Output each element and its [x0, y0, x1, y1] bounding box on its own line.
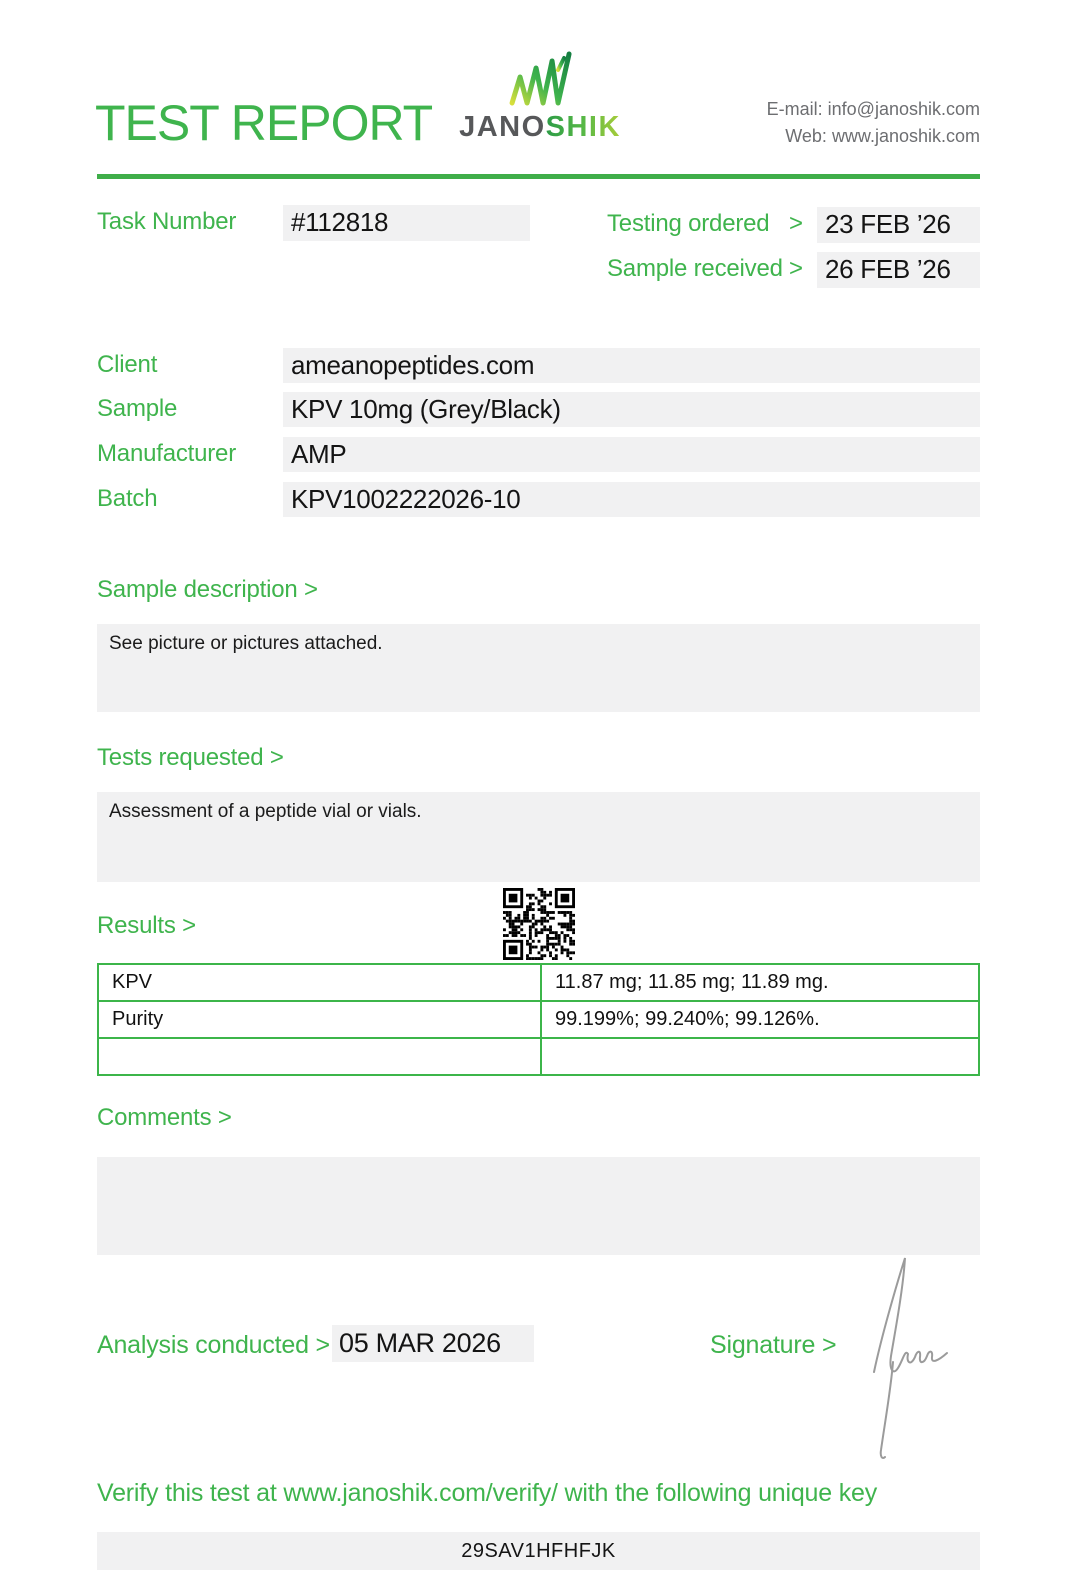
arrow-right-icon: > [789, 255, 804, 282]
analysis-date-value: 05 MAR 2026 [339, 1328, 501, 1358]
sample-box [283, 392, 980, 427]
comments-text [97, 1157, 980, 1175]
client-value: ameanopeptides.com [291, 350, 535, 380]
result-value: 99.199%; 99.240%; 99.126%. [541, 1001, 979, 1038]
result-name [98, 1038, 541, 1075]
signature-image [852, 1250, 956, 1465]
batch-value: KPV1002222026-10 [291, 484, 521, 514]
logo-word-jano: JANO [459, 111, 546, 143]
manufacturer-label: Manufacturer [97, 440, 236, 467]
sample-received-label: Sample received [607, 255, 783, 282]
table-row [98, 964, 979, 1001]
tests-requested-box [97, 792, 980, 882]
contact-web [767, 123, 980, 150]
manufacturer-box [283, 437, 980, 472]
comments-box [97, 1157, 980, 1255]
analysis-date-box [332, 1325, 534, 1362]
result-value: 11.87 mg; 11.85 mg; 11.89 mg. [541, 964, 979, 1001]
verify-instruction: Verify this test at www.janoshik.com/verify/ with the following unique key [97, 1479, 877, 1507]
header-divider [97, 174, 980, 179]
sample-description-box [97, 624, 980, 712]
comments-heading: Comments > [97, 1104, 232, 1131]
sample-value: KPV 10mg (Grey/Black) [291, 394, 561, 424]
results-table [97, 963, 980, 1076]
qr-code [503, 888, 575, 960]
task-number-box [283, 205, 530, 241]
report-title: TEST REPORT [95, 95, 433, 151]
contact-info [767, 96, 980, 150]
results-heading: Results > [97, 912, 196, 939]
task-number-value: #112818 [291, 207, 389, 237]
task-number-label: Task Number [97, 208, 237, 235]
tests-requested-text: Assessment of a peptide vial or vials. [109, 801, 422, 822]
email-value: info@janoshik.com [827, 99, 980, 119]
contact-email [767, 96, 980, 123]
analysis-conducted-label: Analysis conducted > [97, 1331, 330, 1359]
email-label: E-mail: [766, 99, 823, 119]
testing-ordered-label: Testing ordered [607, 210, 770, 237]
sample-received-value: 26 FEB ’26 [825, 254, 951, 284]
table-row [98, 1038, 979, 1075]
sample-description-heading: Sample description > [97, 576, 318, 603]
batch-label: Batch [97, 485, 158, 512]
arrow-right-icon: > [789, 210, 804, 237]
logo-wordmark [459, 111, 621, 144]
sample-received-box [817, 252, 980, 288]
testing-ordered-value: 23 FEB ’26 [825, 209, 951, 239]
signature-label: Signature > [710, 1331, 837, 1359]
logo-word-shik: SHIK [545, 111, 621, 143]
result-name: Purity [98, 1001, 541, 1038]
janoshik-logo [459, 50, 621, 144]
sample-label: Sample [97, 395, 178, 422]
web-value: www.janoshik.com [831, 126, 980, 146]
verify-key-box [97, 1532, 980, 1570]
sample-description-text: See picture or pictures attached. [109, 633, 383, 654]
testing-ordered-box [817, 207, 980, 243]
verify-key-value: 29SAV1HFHFJK [461, 1540, 616, 1562]
client-box [283, 348, 980, 383]
manufacturer-value: AMP [291, 439, 347, 469]
table-row [98, 1001, 979, 1038]
batch-box [283, 482, 980, 517]
result-name: KPV [98, 964, 541, 1001]
tests-requested-heading: Tests requested > [97, 744, 284, 771]
growth-chart-icon [508, 50, 572, 108]
web-label: Web: [785, 126, 827, 146]
result-value [541, 1038, 979, 1075]
client-label: Client [97, 351, 158, 378]
